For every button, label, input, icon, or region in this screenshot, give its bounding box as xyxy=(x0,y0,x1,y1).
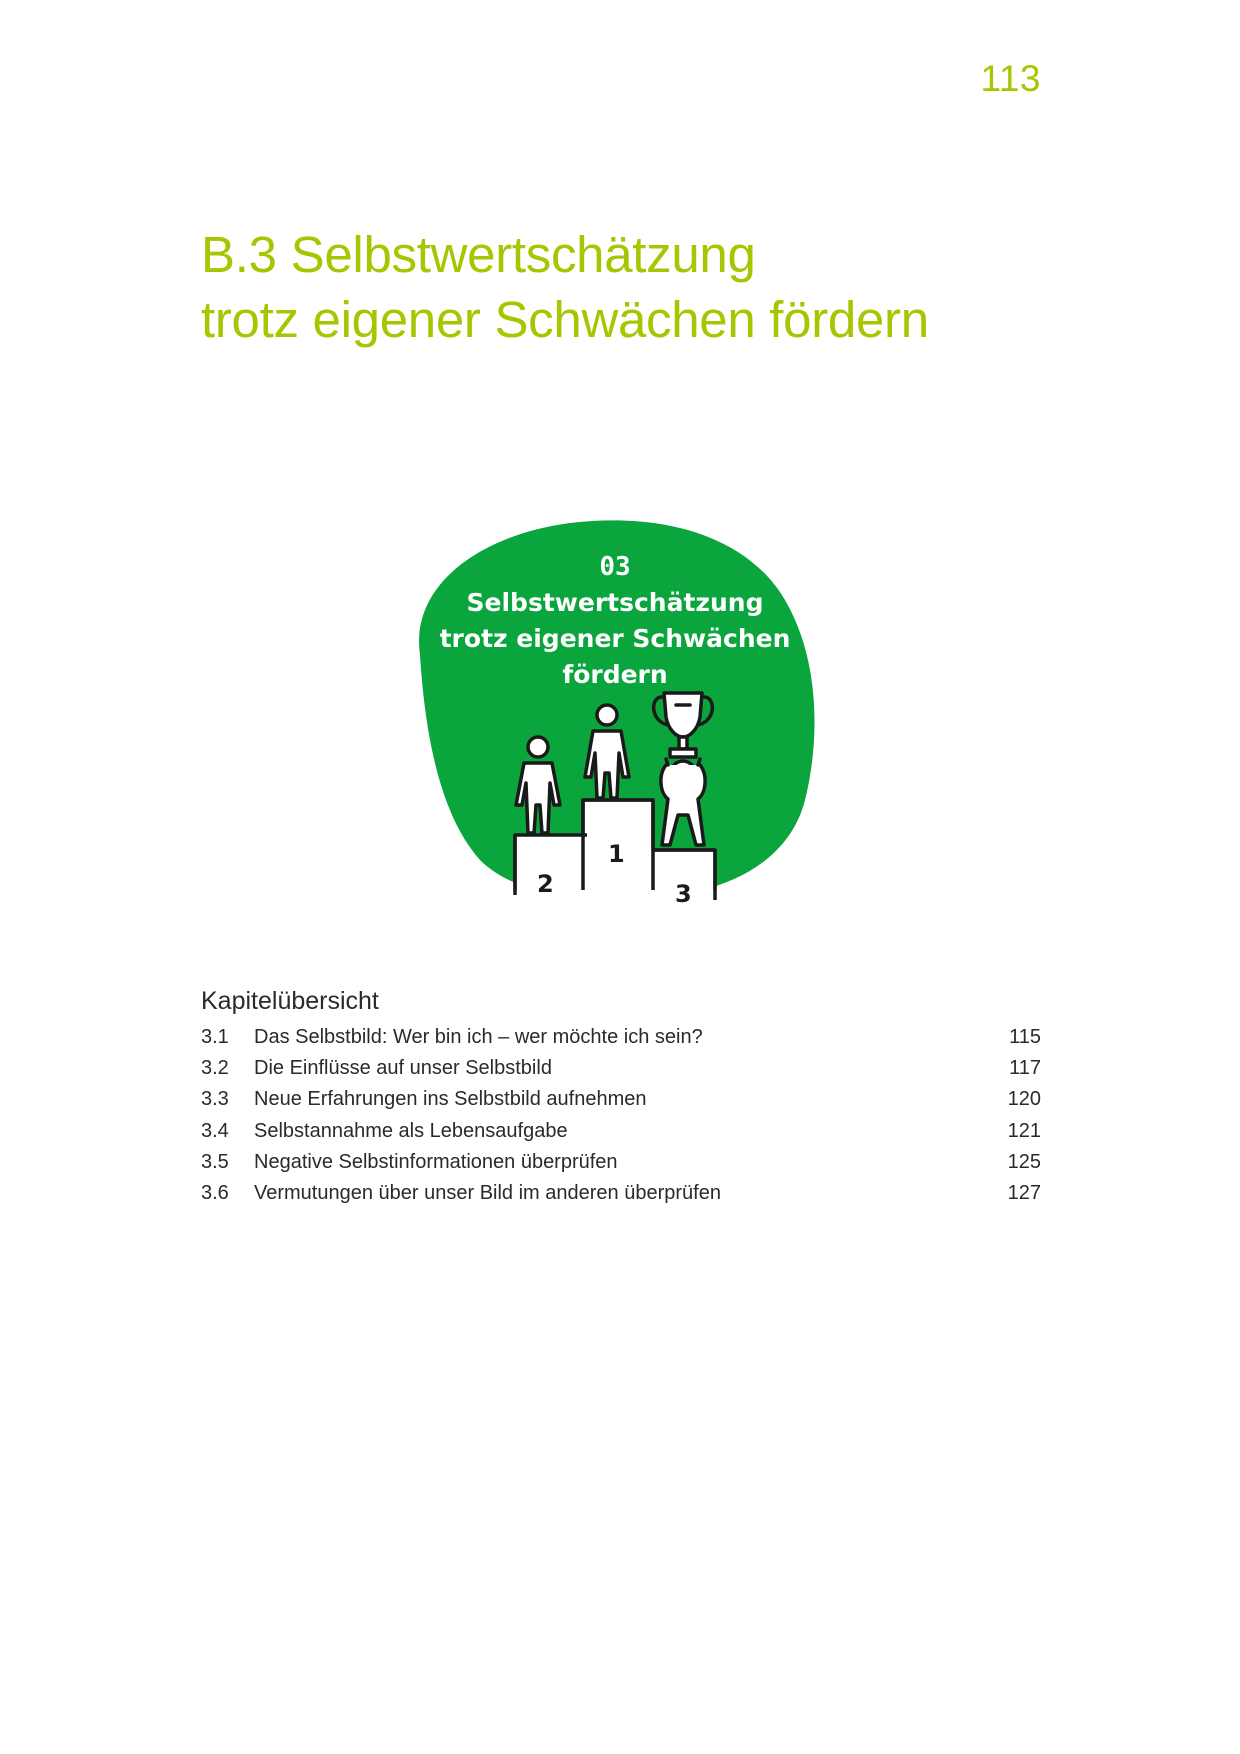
toc-item-number: 3.2 xyxy=(201,1057,229,1080)
toc-item-page: 115 xyxy=(1009,1026,1041,1048)
toc-item-number: 3.3 xyxy=(201,1088,229,1111)
toc-item-title: Negative Selbstinformationen überprüfen xyxy=(254,1150,618,1173)
chapter-number: B.3 xyxy=(201,226,277,283)
podium-first-label: 1 xyxy=(608,840,625,868)
toc-item-page: 127 xyxy=(1007,1181,1041,1204)
toc-item-title: Das Selbstbild: Wer bin ich – wer möchte ich sein? xyxy=(254,1026,703,1048)
chapter-badge xyxy=(400,515,830,925)
badge-title-line2: trotz eigener Schwächen xyxy=(439,624,791,653)
podium-third-label: 3 xyxy=(675,880,692,908)
chapter-title-line2: trotz eigener Schwächen fördern xyxy=(201,291,929,348)
toc-item-number: 3.6 xyxy=(201,1181,229,1204)
badge-title-line3: fördern xyxy=(562,660,668,689)
toc-item-page: 125 xyxy=(1007,1150,1041,1173)
toc-item-number: 3.5 xyxy=(201,1150,229,1173)
toc-item-page: 121 xyxy=(1007,1119,1041,1142)
toc-item[interactable] xyxy=(201,1057,1041,1088)
toc-item[interactable] xyxy=(201,1120,1041,1151)
toc-item[interactable] xyxy=(201,1151,1041,1182)
toc-item-title: Die Einflüsse auf unser Selbstbild xyxy=(254,1057,552,1080)
toc-item-page: 117 xyxy=(1009,1057,1041,1080)
podium-second-label: 2 xyxy=(537,870,554,898)
toc-item[interactable] xyxy=(201,1182,1041,1213)
page-number: 113 xyxy=(980,58,1041,99)
toc-item-number: 3.1 xyxy=(201,1026,229,1048)
toc-item-title: Selbstannahme als Lebensaufgabe xyxy=(254,1119,568,1142)
toc-item-title: Vermutungen über unser Bild im anderen überprüfen xyxy=(254,1181,721,1204)
badge-number: 03 xyxy=(599,552,631,582)
toc-item[interactable] xyxy=(201,1026,1041,1057)
chapter-title-line1: Selbstwertschätzung xyxy=(290,226,756,283)
toc-item-page: 120 xyxy=(1007,1088,1041,1111)
badge-text xyxy=(415,549,815,693)
table-of-contents xyxy=(201,987,1041,1213)
toc-item-title: Neue Erfahrungen ins Selbstbild aufnehmen xyxy=(254,1088,647,1111)
chapter-title xyxy=(201,222,929,352)
toc-item-number: 3.4 xyxy=(201,1119,229,1142)
toc-heading: Kapitelübersicht xyxy=(201,987,379,1015)
toc-item[interactable] xyxy=(201,1088,1041,1119)
badge-title-line1: Selbstwertschätzung xyxy=(466,588,764,617)
